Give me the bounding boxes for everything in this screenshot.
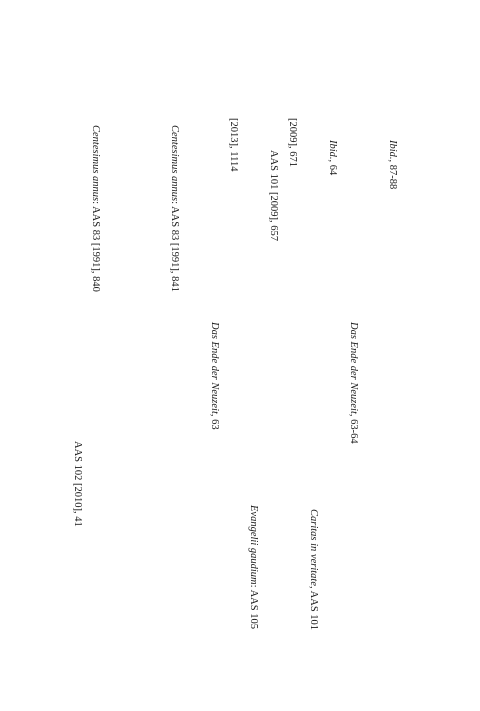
footnote-das-ende-63-64 <box>348 322 359 444</box>
footnote-centesimus-840 <box>90 125 101 292</box>
footnote-italic: Evangelii gaudium <box>248 505 259 585</box>
footnote-text: , 64 <box>327 159 338 176</box>
footnote-aas-102-41 <box>72 441 83 527</box>
footnote-evangelii-gaudium <box>248 505 259 629</box>
footnote-text: [2013], 1114 <box>228 118 239 172</box>
footnote-italic: Das Ende der Neuzeit <box>348 322 359 414</box>
footnote-text: : AAS 105 <box>248 584 259 629</box>
footnote-italic: Centesimus annus <box>90 125 101 202</box>
footnote-centesimus-841 <box>169 125 180 292</box>
footnote-text: [2009], 671 <box>287 118 298 167</box>
footnote-text: : AAS 83 [1991], 841 <box>169 201 180 292</box>
footnote-text: , 87-88 <box>387 159 398 190</box>
footnote-text: , AAS 101 <box>308 586 319 631</box>
footnote-caritas-in-veritate <box>308 509 319 630</box>
footnote-2013-1114 <box>228 118 239 171</box>
footnote-ibid-64 <box>327 140 338 175</box>
footnote-italic: Ibid. <box>387 140 398 160</box>
footnote-italic: Caritas in veritate <box>308 509 319 586</box>
footnote-italic: Das Ende der Neuzeit <box>209 322 220 414</box>
footnote-aas-101-657 <box>268 150 279 241</box>
footnote-text: AAS 101 [2009], 657 <box>268 150 279 241</box>
footnote-2009-671 <box>287 118 298 167</box>
footnote-das-ende-63 <box>209 322 220 430</box>
footnote-italic: Ibid. <box>327 140 338 160</box>
footnote-text: : AAS 83 [1991], 840 <box>90 201 101 292</box>
footnote-text: , 63-64 <box>348 413 359 444</box>
footnote-text: AAS 102 [2010], 41 <box>72 441 83 527</box>
footnote-text: , 63 <box>209 413 220 430</box>
footnote-italic: Centesimus annus <box>169 125 180 202</box>
footnote-ibid-87-88 <box>387 140 398 189</box>
